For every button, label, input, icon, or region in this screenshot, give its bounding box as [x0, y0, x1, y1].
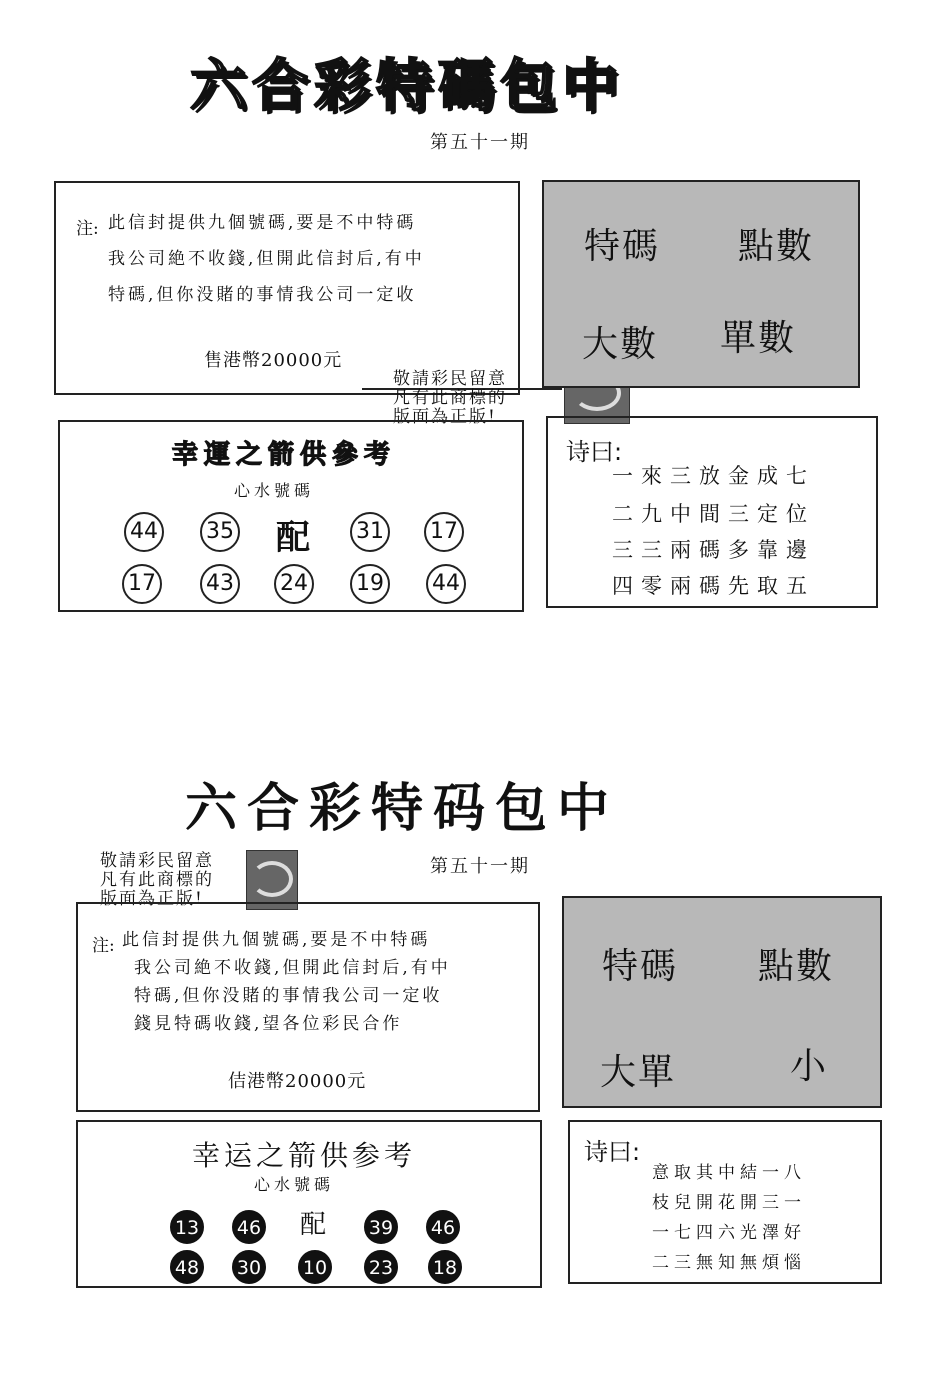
bottom-notice-line-2: 我公司絶不收錢,但開此信封后,有中	[134, 958, 451, 978]
top-tip-box	[542, 180, 860, 388]
bottom-poem-line-2: 枝兒開花開三一	[652, 1193, 806, 1213]
top-number-ball: 17	[424, 512, 464, 552]
top-number-ball: 17	[122, 564, 162, 604]
top-lucky-box	[58, 420, 524, 612]
bottom-tip-row1-right: 點數	[758, 946, 835, 987]
bottom-number-ball: 46	[426, 1210, 460, 1244]
bottom-trademark-note	[100, 852, 214, 909]
bottom-poem-line-1: 意取其中結一八	[652, 1163, 806, 1183]
bottom-tip-row2-right: 小	[790, 1046, 829, 1087]
bottom-pei-label: 配	[300, 1210, 327, 1240]
bottom-notice-box	[76, 902, 540, 1112]
top-notice-price: 售港幣20000元	[204, 350, 343, 371]
top-poem-line-4: 四零兩碼先取五	[612, 574, 815, 598]
bottom-trademark-logo	[246, 850, 298, 910]
top-trademark-note	[393, 370, 507, 427]
bottom-notice-line-4: 錢見特碼收錢,望各位彩民合作	[134, 1014, 403, 1034]
top-poem-box	[546, 416, 878, 608]
bottom-trademark-line-2: 凡有此商標的	[100, 870, 214, 890]
bottom-lucky-title: 幸运之箭供参考	[192, 1139, 417, 1172]
top-poem-line-3: 三三兩碼多靠邊	[612, 538, 815, 562]
bottom-poem-box	[568, 1120, 882, 1284]
top-lucky-title: 幸運之箭供參考	[172, 440, 397, 470]
top-notice-prefix: 注:	[76, 219, 99, 239]
bottom-poem-line-4: 二三無知無煩惱	[652, 1253, 806, 1273]
bottom-lucky-box	[76, 1120, 542, 1288]
top-notice-line-1: 此信封提供九個號碼,要是不中特碼	[108, 213, 417, 233]
bottom-notice-price: 佶港幣20000元	[228, 1071, 367, 1092]
bottom-notice-line-3: 特碼,但你没賭的事情我公司一定收	[134, 986, 443, 1006]
bottom-number-ball: 23	[364, 1250, 398, 1284]
bottom-notice-line-1: 此信封提供九個號碼,要是不中特碼	[122, 930, 431, 950]
bottom-issue-number: 第五十一期	[430, 856, 530, 877]
top-number-ball: 19	[350, 564, 390, 604]
top-issue-number: 第五十一期	[430, 132, 530, 153]
bottom-trademark-line-1: 敬請彩民留意	[100, 851, 214, 871]
bottom-tip-row1-left: 特碼	[602, 946, 679, 987]
top-notice-line-3: 特碼,但你没賭的事情我公司一定收	[108, 285, 417, 305]
top-tip-row2-left: 大數	[582, 324, 659, 365]
top-trademark-line-1: 敬請彩民留意	[393, 369, 507, 389]
top-tip-row1-right: 點數	[738, 226, 815, 267]
top-lucky-subtitle: 心水號碼	[234, 481, 315, 500]
bottom-number-ball: 46	[232, 1210, 266, 1244]
top-page-title: 六合彩特碼包中	[190, 53, 624, 119]
top-number-ball: 44	[426, 564, 466, 604]
bottom-poem-line-3: 一七四六光澤好	[652, 1223, 806, 1243]
bottom-trademark-line-3: 版面為正版!	[100, 889, 204, 909]
top-number-ball: 31	[350, 512, 390, 552]
top-number-ball: 44	[124, 512, 164, 552]
bottom-notice-prefix: 注:	[92, 936, 115, 956]
top-number-ball: 24	[274, 564, 314, 604]
top-poem-head: 诗曰:	[566, 438, 623, 466]
top-poem-line-1: 一來三放金成七	[612, 464, 815, 488]
top-trademark-line-3: 版面為正版!	[393, 407, 497, 427]
bottom-lucky-subtitle: 心水號碼	[254, 1175, 335, 1194]
bottom-tip-box	[562, 896, 882, 1108]
top-notice-line-2: 我公司絶不收錢,但開此信封后,有中	[108, 249, 425, 269]
top-number-ball: 43	[200, 564, 240, 604]
bottom-number-ball: 39	[364, 1210, 398, 1244]
bottom-tip-row2-left: 大單	[600, 1052, 677, 1093]
top-trademark-line-2: 凡有此商標的	[393, 388, 507, 408]
bottom-page-title: 六合彩特码包中	[185, 779, 620, 839]
bottom-number-ball: 48	[170, 1250, 204, 1284]
top-pei-label: 配	[276, 518, 310, 558]
top-tip-row1-left: 特碼	[584, 226, 661, 267]
bottom-number-ball: 30	[232, 1250, 266, 1284]
top-notice-box	[54, 181, 520, 395]
top-tip-row2-right: 單數	[720, 318, 797, 359]
bottom-number-ball: 18	[428, 1250, 462, 1284]
bottom-number-ball: 13	[170, 1210, 204, 1244]
top-number-ball: 35	[200, 512, 240, 552]
top-poem-line-2: 二九中間三定位	[612, 502, 815, 526]
bottom-number-ball: 10	[298, 1250, 332, 1284]
bottom-poem-head: 诗曰:	[584, 1138, 641, 1166]
